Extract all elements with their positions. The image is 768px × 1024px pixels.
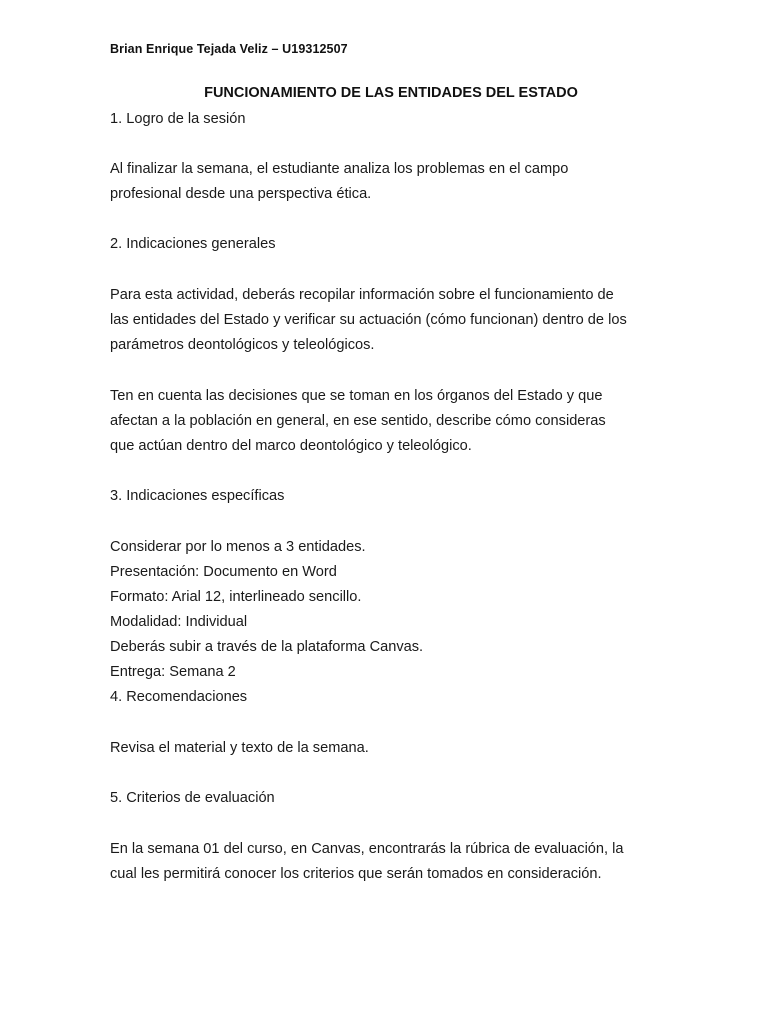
section-heading-generales: 2. Indicaciones generales	[110, 236, 276, 252]
author-header: Brian Enrique Tejada Veliz – U19312507	[110, 42, 348, 56]
paragraph-line: parámetros deontológicos y teleológicos.	[110, 337, 375, 353]
paragraph-line: Para esta actividad, deberás recopilar información sobre el funcionamiento de	[110, 287, 614, 303]
section-heading-recomendaciones: 4. Recomendaciones	[110, 689, 248, 705]
section-heading-especificas: 3. Indicaciones específicas	[110, 488, 285, 504]
paragraph-line: afectan a la población en general, en ese sentido, describe cómo consideras	[110, 413, 606, 429]
list-item: Deberás subir a través de la plataforma Canvas.	[110, 639, 424, 655]
paragraph-line: que actúan dentro del marco deontológico y teleológico.	[110, 438, 472, 454]
paragraph-line: las entidades del Estado y verificar su actuación (cómo funcionan) dentro de los	[110, 312, 627, 328]
section-heading-logro: 1. Logro de la sesión	[110, 111, 246, 127]
list-item: Entrega: Semana 2	[110, 664, 236, 680]
document-title: FUNCIONAMIENTO DE LAS ENTIDADES DEL ESTADO	[204, 85, 578, 101]
paragraph-line: En la semana 01 del curso, en Canvas, encontrarás la rúbrica de evaluación, la	[110, 841, 624, 857]
list-item: Modalidad: Individual	[110, 614, 248, 630]
list-item: Considerar por lo menos a 3 entidades.	[110, 539, 366, 555]
list-item: Formato: Arial 12, interlineado sencillo.	[110, 589, 362, 605]
paragraph-line: profesional desde una perspectiva ética.	[110, 186, 372, 202]
list-item: Presentación: Documento en Word	[110, 564, 337, 580]
paragraph-line: Revisa el material y texto de la semana.	[110, 740, 369, 756]
paragraph-line: Al finalizar la semana, el estudiante analiza los problemas en el campo	[110, 161, 569, 177]
paragraph-line: Ten en cuenta las decisiones que se toman en los órganos del Estado y que	[110, 388, 603, 404]
section-heading-criterios: 5. Criterios de evaluación	[110, 790, 275, 806]
paragraph-line: cual les permitirá conocer los criterios que serán tomados en consideración.	[110, 866, 602, 882]
